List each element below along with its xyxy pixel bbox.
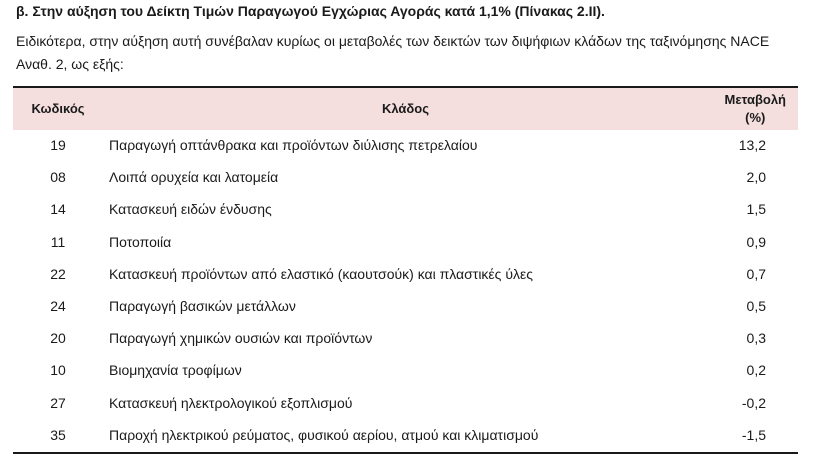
table-row xyxy=(13,259,798,291)
row-code: 14 xyxy=(50,201,66,218)
row-change: 0,5 xyxy=(746,297,766,314)
row-code: 35 xyxy=(50,426,66,443)
header-change xyxy=(725,91,786,127)
row-sector: Κατασκευή ηλεκτρολογικού εξοπλισμού xyxy=(109,394,353,411)
row-sector: Κατασκευή ειδών ένδυσης xyxy=(109,201,272,218)
table-row xyxy=(13,130,798,162)
header-code: Κωδικός xyxy=(31,101,85,116)
row-code: 24 xyxy=(50,297,66,314)
row-change: -0,2 xyxy=(741,394,766,411)
row-code: 22 xyxy=(50,265,66,282)
table-header xyxy=(13,88,798,130)
row-change: 0,7 xyxy=(746,265,766,282)
intro-paragraph: Ειδικότερα, στην αύξηση αυτή συνέβαλαν κυρίως οι μεταβολές των δεικτών των διψήφιων κλάδων της ταξινόμησης NACE Αναθ. 2, ως εξής: xyxy=(16,33,770,72)
row-change: 0,3 xyxy=(746,330,766,347)
table-row xyxy=(13,420,798,452)
header-change-unit: (%) xyxy=(745,110,766,125)
row-code: 27 xyxy=(50,394,66,411)
row-change: 1,5 xyxy=(746,201,766,218)
row-sector: Παραγωγή βασικών μετάλλων xyxy=(109,297,296,314)
section-heading: β. Στην αύξηση του Δείκτη Τιμών Παραγωγού Εγχώριας Αγοράς κατά 1,1% (Πίνακας 2.ΙΙ). xyxy=(16,3,605,19)
table-row xyxy=(13,227,798,259)
row-code: 10 xyxy=(50,362,66,379)
row-sector: Ποτοποιία xyxy=(109,233,172,250)
row-code: 11 xyxy=(50,233,66,250)
row-sector: Παραγωγή χημικών ουσιών και προϊόντων xyxy=(109,330,373,347)
row-code: 08 xyxy=(50,169,66,186)
row-change: -1,5 xyxy=(741,426,766,443)
table-row xyxy=(13,355,798,387)
row-sector: Λοιπά ορυχεία και λατομεία xyxy=(109,169,279,186)
table-bottom-rule xyxy=(13,452,798,454)
row-sector: Παροχή ηλεκτρικού ρεύματος, φυσικού αερίου, ατμού και κλιματισμού xyxy=(109,426,539,443)
row-sector: Κατασκευή προϊόντων από ελαστικό (καουτσούκ) και πλαστικές ύλες xyxy=(109,265,533,282)
row-change: 0,2 xyxy=(746,362,766,379)
table-row xyxy=(13,291,798,323)
row-change: 2,0 xyxy=(746,169,766,186)
table-body xyxy=(13,130,798,452)
table-row xyxy=(13,388,798,420)
header-change-label: Μεταβολή xyxy=(724,92,786,107)
table-row xyxy=(13,323,798,355)
row-sector: Βιομηχανία τροφίμων xyxy=(109,362,242,379)
row-code: 20 xyxy=(50,330,66,347)
row-sector: Παραγωγή οπτάνθρακα και προϊόντων διύλισης πετρελαίου xyxy=(109,137,478,153)
table-row xyxy=(13,194,798,226)
row-code: 19 xyxy=(50,137,66,153)
row-change: 0,9 xyxy=(746,233,766,250)
header-sector: Κλάδος xyxy=(381,101,430,116)
table-row xyxy=(13,162,798,194)
row-change: 13,2 xyxy=(738,137,766,153)
